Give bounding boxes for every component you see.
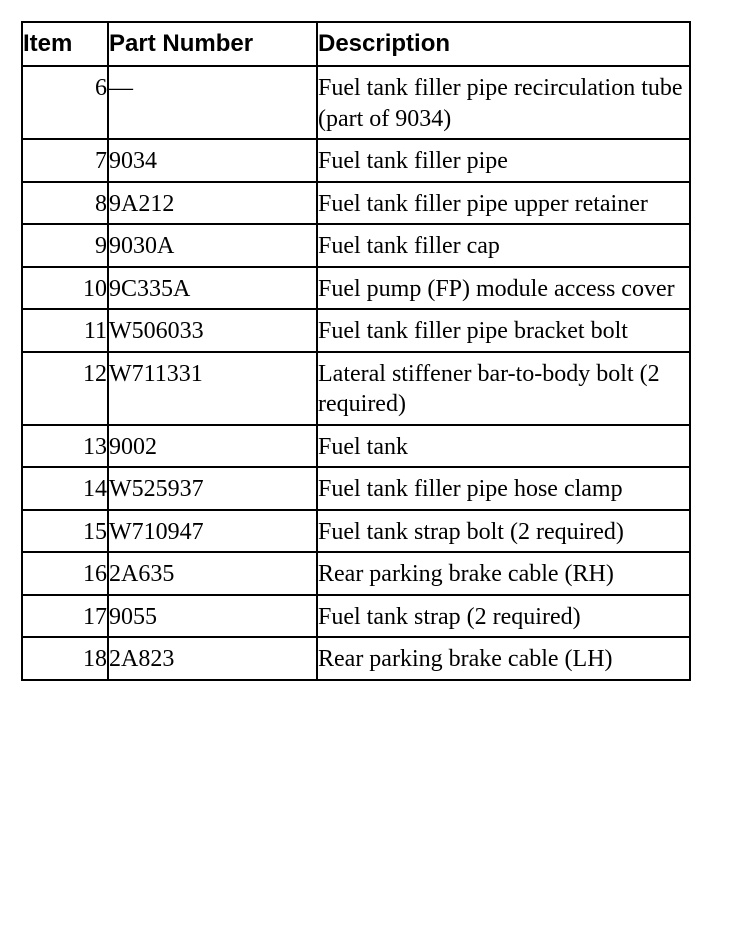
item-number: 15 [22,510,108,553]
part-description: Fuel tank strap (2 required) [317,595,690,638]
item-number: 8 [22,182,108,225]
header-item: Item [22,22,108,66]
part-number: 2A635 [108,552,317,595]
part-number: — [108,66,317,139]
item-number: 13 [22,425,108,468]
part-number: 9002 [108,425,317,468]
part-number: 2A823 [108,637,317,680]
header-description: Description [317,22,690,66]
part-number: 9034 [108,139,317,182]
item-number: 11 [22,309,108,352]
part-number: 9055 [108,595,317,638]
table-row [22,425,690,468]
table-row [22,182,690,225]
part-number: W506033 [108,309,317,352]
header-part-number: Part Number [108,22,317,66]
table-row [22,224,690,267]
part-description: Rear parking brake cable (RH) [317,552,690,595]
table-row [22,139,690,182]
item-number: 18 [22,637,108,680]
parts-table [21,21,691,681]
part-description: Fuel pump (FP) module access cover [317,267,690,310]
table-row [22,352,690,425]
part-number: 9030A [108,224,317,267]
item-number: 9 [22,224,108,267]
table-row [22,595,690,638]
part-description: Rear parking brake cable (LH) [317,637,690,680]
item-number: 6 [22,66,108,139]
part-description: Fuel tank filler pipe [317,139,690,182]
part-number: 9A212 [108,182,317,225]
part-description: Lateral stiffener bar-to-body bolt (2 required) [317,352,690,425]
part-number: W525937 [108,467,317,510]
part-description: Fuel tank filler pipe upper retainer [317,182,690,225]
part-description: Fuel tank filler pipe recirculation tube (part of 9034) [317,66,690,139]
item-number: 10 [22,267,108,310]
table-row [22,309,690,352]
table-row [22,510,690,553]
part-description: Fuel tank filler pipe bracket bolt [317,309,690,352]
table-row [22,552,690,595]
table-row [22,66,690,139]
table-row [22,267,690,310]
table-row [22,637,690,680]
part-number: 9C335A [108,267,317,310]
item-number: 17 [22,595,108,638]
part-number: W710947 [108,510,317,553]
part-description: Fuel tank filler pipe hose clamp [317,467,690,510]
item-number: 12 [22,352,108,425]
part-description: Fuel tank [317,425,690,468]
item-number: 16 [22,552,108,595]
part-number: W711331 [108,352,317,425]
part-description: Fuel tank filler cap [317,224,690,267]
item-number: 14 [22,467,108,510]
table-row [22,467,690,510]
item-number: 7 [22,139,108,182]
part-description: Fuel tank strap bolt (2 required) [317,510,690,553]
table-header-row [22,22,690,66]
